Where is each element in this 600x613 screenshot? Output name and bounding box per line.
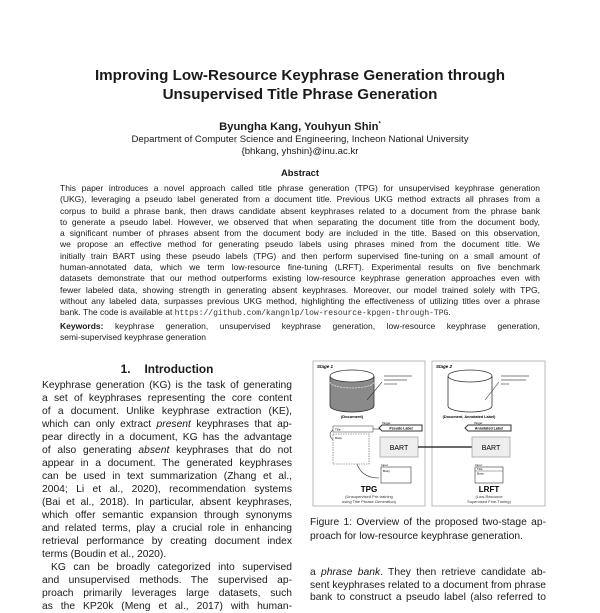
text-line: bank to construct a pseudo label (also referred to	[310, 592, 546, 603]
document-database-icon	[448, 370, 492, 412]
document-database-icon	[330, 370, 374, 412]
text-line: without any labeled data, surpasses previous UKG method, highlighting the effectiveness of utilizing titles over a phrase	[60, 295, 540, 306]
text-segment: of also generating	[42, 445, 139, 456]
svg-text:BART: BART	[481, 445, 501, 452]
text-line: KG can be broadly categorized into supervised	[51, 562, 292, 573]
pseudo-label-box: Pseudo Label	[389, 426, 413, 431]
text-segment: keyphrases that do not	[169, 445, 292, 456]
text-line: This paper introduces a novel approach called title phrase generation (TPG) for unsupervised keyphrase generation	[60, 183, 540, 193]
keywords-line: semi-supervised keyphrase generation	[60, 332, 206, 343]
text-segment: . They then retrieve candidate ab-	[380, 567, 546, 578]
body-box-label: Body	[335, 436, 342, 440]
stage2-label: Stage 2	[436, 364, 453, 369]
text-line	[310, 567, 546, 580]
document-label: (Document)	[340, 414, 364, 419]
section-number: 1.	[120, 362, 131, 376]
section-title: Introduction	[144, 362, 214, 376]
svg-text:Body: Body	[477, 471, 484, 476]
emphasis-text: present	[156, 419, 191, 430]
svg-text:using Title Phrase Generation): using Title Phrase Generation)	[341, 499, 397, 504]
section-heading	[42, 362, 292, 376]
emphasis-text: absent	[138, 445, 170, 456]
svg-text:(Low-Resource: (Low-Resource	[475, 494, 503, 499]
paper-title	[0, 66, 600, 104]
keywords-text: keyphrase generation, unsupervised keyphrase generation, low-resource keyphrase generation,	[103, 321, 540, 331]
abstract-body	[60, 183, 540, 320]
stage1-label: Stage 1	[317, 364, 334, 369]
text-line: (UKG), leveraging a pseudo label generated from a document title. Previous UKG method extracts all phrases from a	[60, 194, 540, 205]
text-line: sent keyphrases related to a document from phrase	[310, 579, 546, 591]
text-line: and related terms, play a crucial role in enhancing	[42, 523, 292, 534]
abstract-heading: Abstract	[280, 167, 320, 178]
keywords	[60, 321, 540, 344]
svg-text:Body: Body	[383, 469, 390, 473]
text-line: initially train BART using these pseudo labels (TPG) and then perform supervised fine-tuning on a small amount of	[60, 250, 540, 261]
affiliation: Department of Computer Science and Engineering, Incheon National University	[131, 134, 469, 145]
keywords-line	[60, 321, 540, 332]
tpg-label: TPG	[360, 485, 378, 494]
svg-text:Input: Input	[475, 463, 482, 467]
text-segment: keyphrases that ap-	[190, 419, 292, 430]
emphasis-text: phrase bank	[321, 567, 381, 578]
keywords-label: Keywords:	[60, 321, 104, 331]
text-line: corpus to build a phrase bank, then draws candidate absent keyphrases related to a document from the phrase bank	[60, 205, 540, 216]
text-segment: .	[448, 307, 451, 318]
target-label: Target	[382, 421, 391, 425]
text-line: which offer semantic expansion through synonyms	[42, 510, 292, 521]
text-line: as the KP20k (Meng et al., 2017) with human-	[42, 601, 292, 612]
svg-text:Title: Title	[477, 467, 483, 471]
document-annotated-label: (Document, Annotated Label)	[442, 415, 496, 419]
introduction-body	[42, 379, 292, 613]
figure-1	[312, 360, 546, 510]
author-names: Byungha Kang, Youhyun Shin	[219, 121, 379, 133]
caption-line: Figure 1: Overview of the proposed two-stage ap-	[310, 517, 546, 528]
text-line: appear in a document. The generated keyphrases	[42, 458, 292, 469]
text-line: to generate a pseudo label. However, we observed that when separating the document title from the document body,	[60, 216, 540, 227]
text-line: can be used in text summarization (Zhang et al.,	[42, 471, 292, 482]
title-line: Unsupervised Title Phrase Generation	[162, 86, 438, 103]
figure-caption	[310, 516, 546, 543]
text-line: we propose an effective method for generating pseudo labels using phrases mined from the document title. We	[60, 239, 540, 250]
title-line: Improving Low-Resource Keyphrase Generation through	[94, 67, 506, 84]
text-segment: a	[310, 567, 322, 578]
text-line: Keyphrase generation (KG) is the task of generating	[42, 380, 292, 391]
text-line	[42, 418, 292, 431]
text-segment: which can only extract	[42, 419, 157, 430]
annotated-label-box: Annotated Label	[474, 426, 504, 431]
text-segment: bank. The code is available at	[60, 307, 175, 318]
text-line: pear directly in a document, KG has the advantage	[42, 432, 292, 443]
text-line: fewer labeled data, showing strength in generating absent keyphrases. Moreover, our model trained solely with TPG,	[60, 284, 540, 295]
email: {bhkang, yhshin}@inu.ac.kr	[241, 146, 359, 157]
input-label: Input	[381, 463, 388, 467]
text-line: human-annotated data, which we term low-resource fine-tuning (LRFT). Experimental results on five benchmark	[60, 262, 540, 273]
text-line: and unsupervised methods. The supervised ap-	[42, 575, 292, 586]
text-line	[42, 444, 292, 457]
svg-text:Target: Target	[474, 421, 483, 425]
svg-text:Supervised Fine-Tuning): Supervised Fine-Tuning)	[467, 499, 511, 504]
author-mark: *	[378, 121, 381, 128]
text-line: proach primarily leverages large datasets, such	[42, 588, 292, 599]
text-line: of a document. Unlike keyphrase extraction (KE),	[42, 406, 292, 417]
title-box-label: Title	[335, 427, 341, 432]
code-link[interactable]: https://github.com/kangnlp/low-resource-kpgen-through-TPG	[174, 309, 449, 319]
text-line	[60, 307, 540, 319]
authors	[0, 121, 600, 133]
bart-label: BART	[389, 445, 409, 452]
text-line: datasets demonstrate that our method outperforms existing low-resource keyphrase generation approaches even with	[60, 273, 540, 284]
text-line: 2004; Li et al., 2020), recommendation systems	[42, 484, 292, 495]
text-line: a significant number of phrases absent from the document body are included in the title. Based on this observation,	[60, 228, 540, 239]
svg-text:(Unsupervised Pre-training: (Unsupervised Pre-training	[345, 494, 393, 499]
lrft-label: LRFT	[478, 485, 500, 494]
text-line: terms (Boudin et al., 2020).	[42, 549, 167, 560]
caption-line: proach for low-resource keyphrase generation.	[310, 530, 523, 542]
right-column-body	[310, 567, 546, 605]
text-line: retrieval performance by creating document index	[42, 536, 292, 547]
text-line: (Bai et al., 2018). In particular, absent keyphrases,	[42, 497, 292, 508]
text-line: a set of keyphrases representing the core content	[42, 393, 292, 404]
